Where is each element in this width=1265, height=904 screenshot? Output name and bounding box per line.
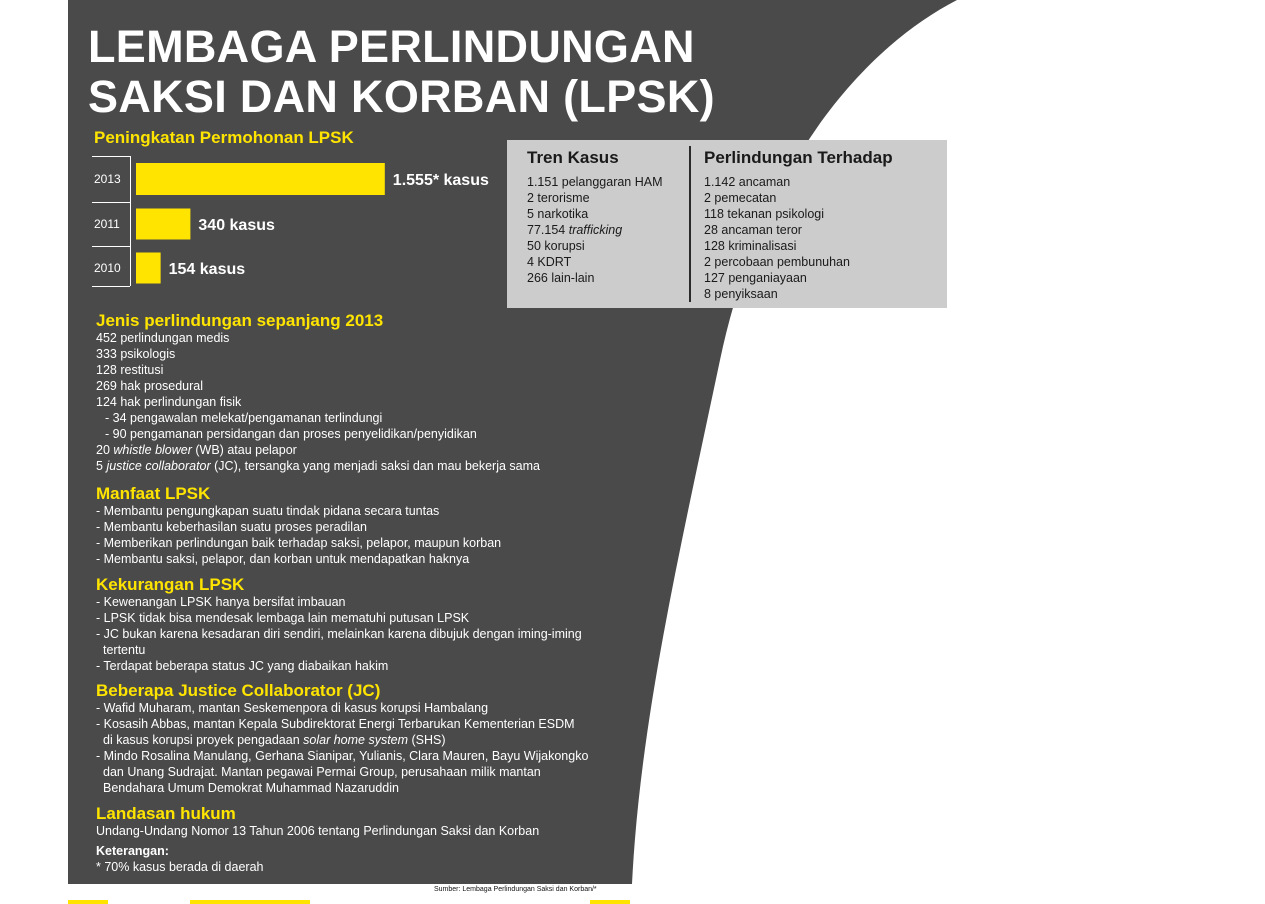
box-divider: [689, 146, 691, 302]
jenis-item: 269 hak prosedural: [96, 379, 204, 393]
tren-item: 1.151 pelanggaran HAM: [527, 175, 663, 189]
jenis-item: 128 restitusi: [96, 363, 164, 377]
tren-item: 2 terorisme: [527, 191, 590, 205]
manfaat-item: - Membantu saksi, pelapor, dan korban untuk mendapatkan haknya: [96, 552, 470, 566]
jenis-list: [96, 330, 540, 474]
perlindungan-item: 2 pemecatan: [704, 191, 777, 205]
tren-kasus-heading: Tren Kasus: [527, 148, 619, 167]
jc-item-continued: Bendahara Umum Demokrat Muhammad Nazaruddin: [103, 781, 399, 795]
tren-kasus-column: [527, 148, 663, 286]
manfaat-list: [96, 503, 501, 567]
bottom-stripe: [190, 900, 310, 904]
jc-item: - Mindo Rosalina Manulang, Gerhana Sianipar, Yulianis, Clara Mauren, Bayu Wijakongko: [96, 749, 589, 763]
tren-item: 266 lain-lain: [527, 271, 595, 285]
chart-data-label: 340 kasus: [198, 217, 275, 234]
jenis-heading: Jenis perlindungan sepanjang 2013: [96, 311, 384, 330]
perlindungan-item: 118 tekanan psikologi: [704, 207, 824, 221]
perlindungan-item: 28 ancaman teror: [704, 223, 802, 237]
jc-list: [96, 700, 588, 796]
keterangan-text: * 70% kasus berada di daerah: [96, 860, 264, 874]
chart-bar: [136, 163, 385, 195]
jenis-item: 333 psikologis: [96, 347, 176, 361]
source-credit: Sumber: Lembaga Perlindungan Saksi dan Korban/*: [434, 886, 597, 893]
jc-item-continued: di kasus korupsi proyek pengadaan solar home system (SHS): [103, 733, 446, 747]
perlindungan-item: 2 percobaan pembunuhan: [704, 255, 850, 269]
perlindungan-item: 1.142 ancaman: [704, 175, 791, 189]
kekurangan-item-continued: tertentu: [103, 643, 146, 657]
jenis-subitem: - 34 pengawalan melekat/pengamanan terlindungi: [105, 411, 383, 425]
kekurangan-heading: Kekurangan LPSK: [96, 575, 245, 594]
chart-category-label: 2011: [94, 217, 120, 231]
bottom-stripe: [68, 900, 108, 904]
kekurangan-item: - Terdapat beberapa status JC yang diabaikan hakim: [96, 659, 389, 673]
kekurangan-item: - LPSK tidak bisa mendesak lembaga lain mematuhi putusan LPSK: [96, 611, 470, 625]
landasan-heading: Landasan hukum: [96, 804, 236, 823]
tren-item: 50 korupsi: [527, 239, 585, 253]
jenis-item: 124 hak perlindungan fisik: [96, 395, 242, 409]
landasan-text: Undang-Undang Nomor 13 Tahun 2006 tentang Perlindungan Saksi dan Korban: [96, 824, 540, 838]
jc-item: - Kosasih Abbas, mantan Kepala Subdirektorat Energi Terbarukan Kementerian ESDM: [96, 717, 575, 731]
perlindungan-item: 127 penganiayaan: [704, 271, 807, 285]
jenis-item-jc: 5 justice collaborator (JC), tersangka yang menjadi saksi dan mau bekerja sama: [96, 459, 540, 473]
tren-item-number: 77.154: [527, 223, 569, 237]
chart-bar: [136, 209, 190, 240]
perlindungan-item: 128 kriminalisasi: [704, 239, 797, 253]
jenis-subitem: - 90 pengamanan persidangan dan proses penyelidikan/penyidikan: [105, 427, 477, 441]
tren-item: 5 narkotika: [527, 207, 589, 221]
chart-category-label: 2010: [94, 261, 121, 275]
manfaat-item: - Membantu pengungkapan suatu tindak pidana secara tuntas: [96, 504, 440, 518]
jc-item-continued: dan Unang Sudrajat. Mantan pegawai Permai Group, perusahaan milik mantan: [103, 765, 541, 779]
title-line-1: LEMBAGA PERLINDUNGAN: [88, 21, 695, 72]
chart-bar: [136, 253, 161, 284]
kekurangan-item: - Kewenangan LPSK hanya bersifat imbauan: [96, 595, 346, 609]
chart-data-label: 154 kasus: [168, 261, 246, 278]
page-title: [88, 22, 715, 122]
keterangan-heading: Keterangan:: [96, 844, 169, 858]
kekurangan-item: - JC bukan karena kesadaran diri sendiri, melainkan karena dibujuk dengan iming-iming: [96, 627, 582, 641]
manfaat-item: - Memberikan perlindungan baik terhadap saksi, pelapor, maupun korban: [96, 536, 502, 550]
bar-chart: [88, 152, 508, 292]
bottom-stripe: [590, 900, 630, 904]
jc-item: - Wafid Muharam, mantan Seskemenpora di kasus korupsi Hambalang: [96, 701, 489, 715]
chart-category-label: 2013: [94, 172, 121, 186]
title-line-2: SAKSI DAN KORBAN (LPSK): [88, 71, 715, 122]
perlindungan-heading: Perlindungan Terhadap: [704, 148, 893, 167]
jenis-item: 452 perlindungan medis: [96, 331, 230, 345]
tren-item: 4 KDRT: [527, 255, 572, 269]
manfaat-item: - Membantu keberhasilan suatu proses peradilan: [96, 520, 367, 534]
chart-title: Peningkatan Permohonan LPSK: [94, 128, 354, 147]
kekurangan-list: [96, 594, 582, 674]
tren-item: [527, 222, 663, 238]
jenis-item-wb: 20 whistle blower (WB) atau pelapor: [96, 443, 297, 457]
jc-heading: Beberapa Justice Collaborator (JC): [96, 681, 381, 700]
trend-box: [507, 140, 947, 308]
tren-item-italic: trafficking: [568, 223, 623, 237]
manfaat-heading: Manfaat LPSK: [96, 484, 211, 503]
perlindungan-item: 8 penyiksaan: [704, 287, 778, 301]
chart-data-label: 1.555* kasus: [392, 172, 489, 189]
perlindungan-column: [704, 148, 893, 302]
